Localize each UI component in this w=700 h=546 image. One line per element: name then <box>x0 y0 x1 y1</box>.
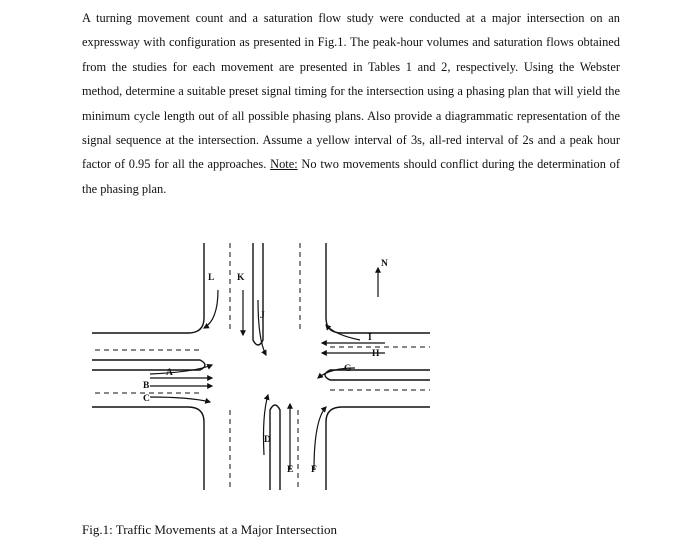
label-g: G <box>344 364 352 374</box>
island-west <box>92 360 205 370</box>
arrow-c <box>150 397 210 402</box>
road-edges <box>92 243 430 490</box>
label-a: A <box>166 368 173 378</box>
note-text: No two movements should conflict during the determination of the phasing plan. <box>82 157 620 196</box>
label-d: D <box>264 435 271 445</box>
north-label: N <box>381 259 388 269</box>
movement-labels <box>143 259 388 475</box>
label-c: C <box>143 394 150 404</box>
island-south <box>270 405 280 490</box>
curb-sw <box>92 407 204 490</box>
arrow-f <box>314 407 326 470</box>
arrow-j <box>258 300 266 355</box>
label-l: L <box>208 273 215 283</box>
island-north <box>253 243 263 345</box>
label-i: I <box>368 333 372 343</box>
label-e: E <box>287 465 294 475</box>
island-east <box>325 370 430 380</box>
curb-nw <box>92 243 204 333</box>
label-b: B <box>143 381 150 391</box>
arrow-d <box>264 395 269 455</box>
note-label: Note: <box>270 157 298 172</box>
label-h: H <box>372 349 380 359</box>
label-f: F <box>311 465 317 475</box>
curb-se <box>326 407 430 490</box>
label-j: J <box>260 311 265 321</box>
arrow-l <box>204 290 218 328</box>
figure-caption: Fig.1: Traffic Movements at a Major Intersection <box>82 522 338 537</box>
label-k: K <box>237 273 245 283</box>
problem-text: A turning movement count and a saturation flow study were conducted at a major intersection on an expressway with configuration as presented in Fig.1. The peak-hour volumes and saturation flows obtained from the studies for each movement are presented in Tables 1 and 2, respectively. Using the Webster method, determine a suitable preset signal timing for the intersection using a phasing plan that will yield the minimum cycle length out of all possible phasing plans. Also provide a diagrammatic representation of the signal sequence at the intersection. Assume a yellow interval of 3s, all-red interval of 2s and a peak hour factor of 0.95 for all the approaches. <box>82 11 620 172</box>
